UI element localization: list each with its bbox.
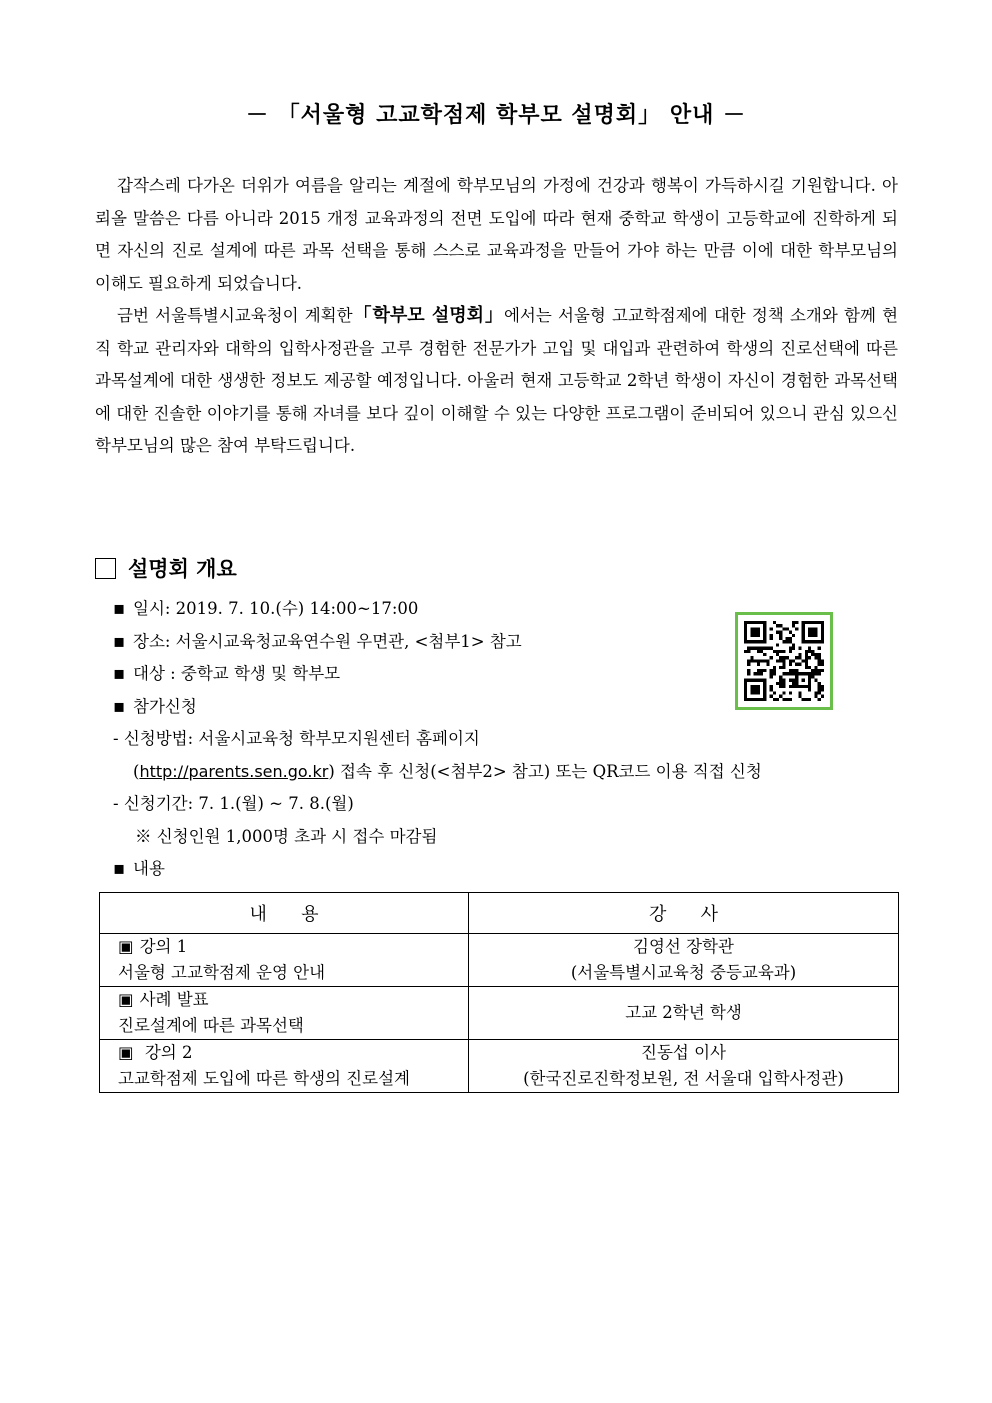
row-title: 서울형 고교학점제 운영 안내 [118,963,326,982]
table-cell-speaker [469,987,899,1040]
speaker-name: 진동섭 이사 [641,1043,726,1062]
qr-code-icon[interactable] [735,612,833,710]
overview-apply-text: 참가신청 [133,696,197,716]
overview-method-detail: (http://parents.sen.go.kr) 접속 후 신청(<첨부2> 참고) 또는 QR코드 이용 직접 신청 [133,761,762,781]
table-cell-content [100,1040,469,1093]
overview-period [113,788,913,821]
table-cell-content [100,987,469,1040]
intro-paragraph-2 [95,300,898,463]
speaker-name: 고교 2학년 학생 [625,1003,742,1022]
overview-method-text: 신청방법: 서울시교육청 학부모지원센터 홈페이지 [123,729,480,748]
intro-p2-after: 에서는 서울형 고교학점제에 대한 정책 소개와 함께 현직 학교 관리자와 대학의 입학사정관을 고루 경험한 전문가가 고입 및 대입과 관련하여 학생의 진로선택에 따른 과목설계에 대한 생생한 정보도 제공할 예정입니다. 아울러 현재 고등학교 2학년 학생이 자신이 경험한 과목선택에 대한 진솔한 이야기를 통해 자녀를 보다 깊이 이해할 수 있는 다양한 프로그램이 준비되어 있으니 관심 있으신 학부모님의 많은 참여 부탁드립니다. [95,306,899,455]
intro-p2-before: 금번 서울특별시교육청이 계획한 [117,306,353,325]
qr-code-pattern [744,621,824,701]
intro-text [95,170,898,463]
row-tag: ▣ 사례 발표 [118,987,468,1013]
table-row [100,987,899,1040]
program-table [99,892,899,1093]
overview-date-text: 일시: 2019. 7. 10.(수) 14:00~17:00 [133,599,419,618]
overview-place-text: 장소: 서울시교육청교육연수원 우면관, <첨부1> 참고 [133,631,522,651]
table-cell-speaker [469,1040,899,1093]
overview-content [113,853,913,886]
overview-note [113,821,913,854]
table-header-row [100,893,899,934]
speaker-affiliation: (서울특별시교육청 중등교육과) [570,963,797,982]
overview-method [113,723,913,756]
intro-paragraph-1: 갑작스레 다가온 더위가 여름을 알리는 계절에 학부모님의 가정에 건강과 행복이 가득하시길 기원합니다. 아뢰올 말씀은 다름 아니라 2015 개정 교육과정의 전면 도입에 따라 현재 중학교 학생이 고등학교에 진학하게 되면 자신의 진로 설계에 따른 과목 선택을 통해 스스로 교육과정을 만들어 가야 하는 만큼 이에 대한 학부모님의 이해도 필요하게 되었습니다. [95,176,898,293]
speaker-name: 김영선 장학관 [633,937,734,956]
table-cell-content [100,934,469,987]
row-tag: ▣ 강의 1 [118,934,468,960]
overview-period-text: 신청기간: 7. 1.(월) ~ 7. 8.(월) [123,794,354,813]
speaker-affiliation: (한국진로진학정보원, 전 서울대 입학사정관) [523,1069,844,1088]
section-heading [95,553,237,583]
checkbox-square-icon [95,558,116,579]
overview-content-text: 내용 [133,859,165,878]
table-header-speaker: 강 사 [469,893,899,934]
row-title: 진로설계에 따른 과목선택 [118,1016,304,1035]
table-cell-speaker [469,934,899,987]
homepage-link[interactable]: http://parents.sen.go.kr [139,761,329,781]
document-title: － 「서울형 고교학점제 학부모 설명회」 안내 － [246,102,746,128]
row-title: 고교학점제 도입에 따른 학생의 진로설계 [118,1069,410,1088]
overview-note-text: ※ 신청인원 1,000명 초과 시 접수 마감됨 [135,826,438,846]
overview-target-text: 대상 : 중학교 학생 및 학부모 [133,664,341,683]
intro-p2-highlight: 「학부모 설명회」 [352,305,504,326]
table-row [100,934,899,987]
section-heading-text: 설명회 개요 [128,556,237,581]
table-header-content: 내 용 [100,893,469,934]
overview-method-rest: ) 접속 후 신청(<첨부2> 참고) 또는 QR코드 이용 직접 신청 [328,761,762,781]
table-row [100,1040,899,1093]
row-tag: ▣ 강의 2 [118,1040,468,1066]
